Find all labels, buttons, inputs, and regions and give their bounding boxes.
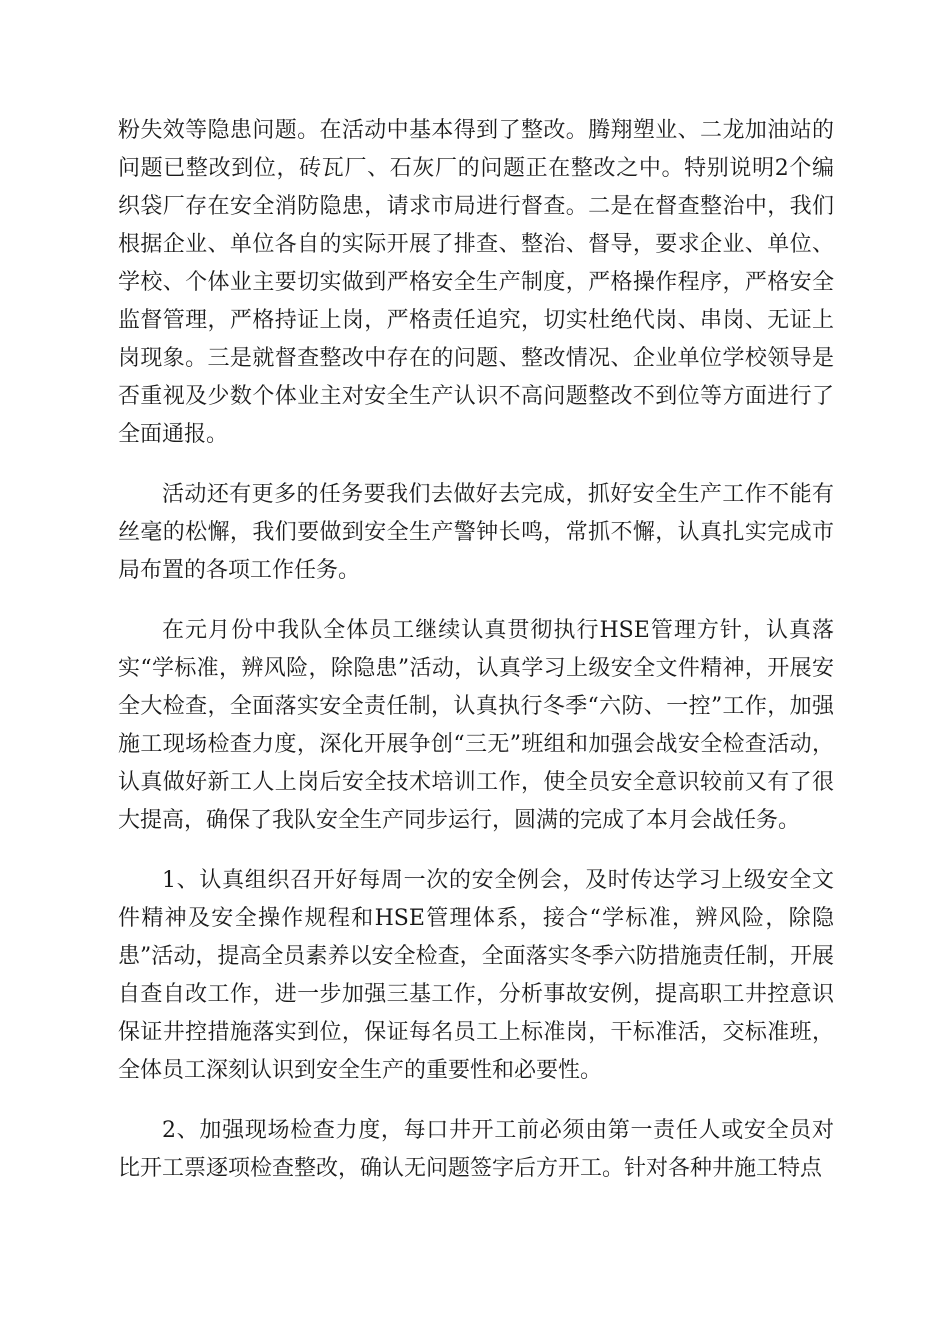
document-page (118, 112, 834, 1210)
paragraph-3: 在元月份中我队全体员工继续认真贯彻执行HSE管理方针，认真落实“学标准，辨风险，除隐患”活动，认真学习上级安全文件精神，开展安全大检查，全面落实安全责任制，认真执行冬季“六防、一控”工作，加强施工现场检查力度，深化开展争创“三无”班组和加强会战安全检查活动，认真做好新工人上岗后安全技术培训工作，使全员安全意识较前又有了很大提高，确保了我队安全生产同步运行，圆满的完成了本月会战任务。 (118, 618, 834, 833)
paragraph-2: 活动还有更多的任务要我们去做好去完成，抓好安全生产工作不能有丝毫的松懈，我们要做到安全生产警钟长鸣，常抓不懈，认真扎实完成市局布置的各项工作任务。 (118, 482, 834, 583)
paragraph-5: 2、加强现场检查力度，每口井开工前必须由第一责任人或安全员对比开工票逐项检查整改，确认无问题签字后方开工。针对各种井施工特点 (118, 1118, 834, 1181)
paragraph-4: 1、认真组织召开好每周一次的安全例会，及时传达学习上级安全文件精神及安全操作规程和HSE管理体系，接合“学标准，辨风险，除隐患”活动，提高全员素养以安全检查，全面落实冬季六防措施责任制，开展自查自改工作，进一步加强三基工作，分析事故安例，提高职工井控意识保证井控措施落实到位，保证每名员工上标准岗，干标准活，交标准班，全体员工深刻认识到安全生产的重要性和必要性。 (118, 868, 834, 1083)
paragraph-1: 粉失效等隐患问题。在活动中基本得到了整改。腾翔塑业、二龙加油站的问题已整改到位，砖瓦厂、石灰厂的问题正在整改之中。特别说明2个编织袋厂存在安全消防隐患，请求市局进行督查。二是在督查整治中，我们根据企业、单位各自的实际开展了排查、整治、督导，要求企业、单位、学校、个体业主要切实做到严格安全生产制度，严格操作程序，严格安全监督管理，严格持证上岗，严格责任追究，切实杜绝代岗、串岗、无证上岗现象。三是就督查整改中存在的问题、整改情况、企业单位学校领导是否重视及少数个体业主对安全生产认识不高问题整改不到位等方面进行了全面通报。 (118, 118, 834, 447)
